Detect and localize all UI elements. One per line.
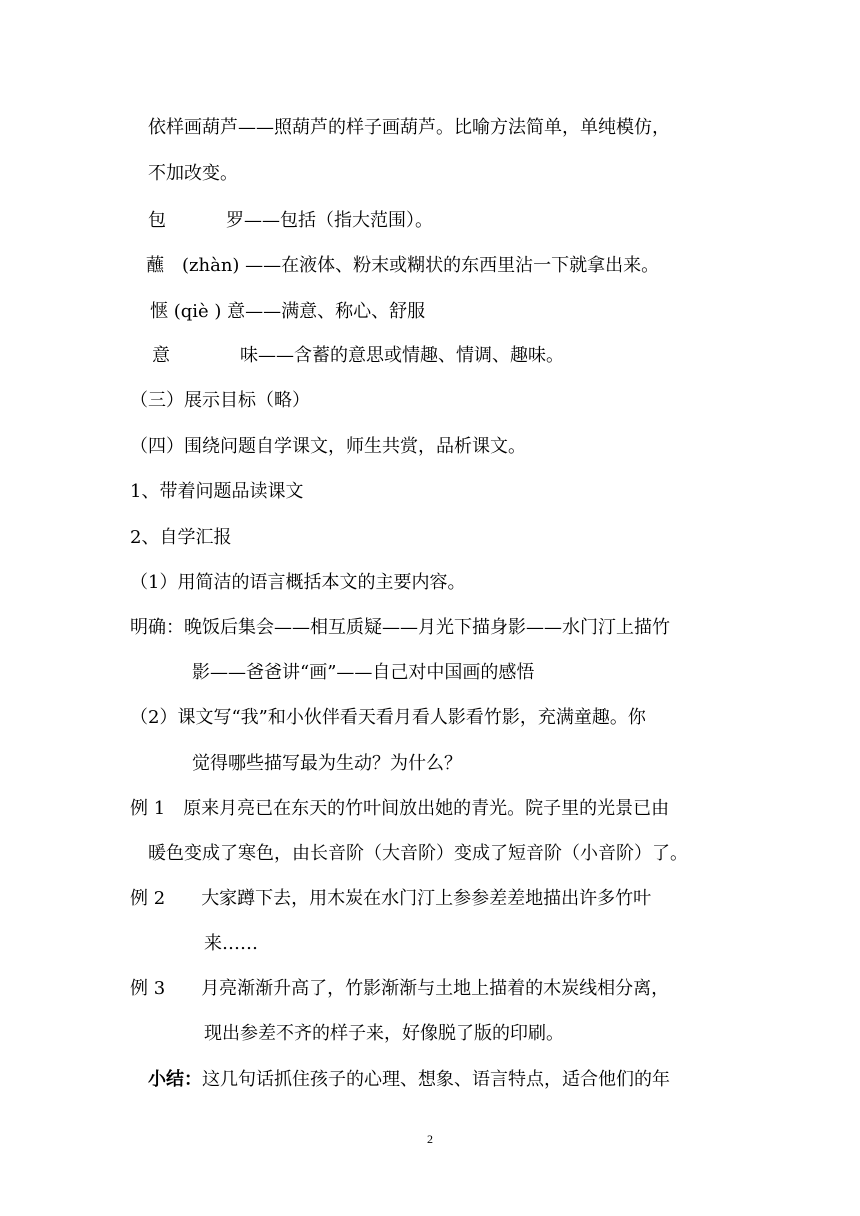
example-text: 月亮渐渐升高了，竹影渐渐与土地上描着的木炭线相分离， <box>201 978 670 999</box>
term-char: 意 <box>152 345 170 366</box>
example-line <box>130 977 669 1001</box>
term-char: 包 <box>148 210 166 231</box>
text-line: 现出参差不齐的样子来，好像脱了版的印刷。 <box>204 1023 564 1044</box>
summary-label: 小结： <box>148 1069 202 1090</box>
text-line: 蘸 (zhàn) ——在液体、粉末或糊状的东西里沾一下就拿出来。 <box>146 255 660 276</box>
text-line: 不加改变。 <box>148 163 238 184</box>
text-line: （1）用简洁的语言概括本文的主要内容。 <box>130 572 466 593</box>
text-line: （2）课文写“我”和小伙伴看天看月看人影看竹影，充满童趣。你 <box>130 707 646 728</box>
text-line: 影——爸爸讲“画”——自己对中国画的感悟 <box>192 662 535 683</box>
definition: 罗——包括（指大范围）。 <box>226 210 433 231</box>
example-label: 例 1 <box>130 798 166 819</box>
section-heading: （四）围绕问题自学课文，师生共赏，品析课文。 <box>130 436 526 457</box>
text-line: 明确：晚饭后集会——相互质疑——月光下描身影——水门汀上描竹 <box>130 617 670 638</box>
definition: 味——含蓄的意思或情趣、情调、趣味。 <box>240 345 564 366</box>
example-label: 例 3 <box>130 978 166 999</box>
text-line <box>152 344 564 368</box>
text-line: 暖色变成了寒色，由长音阶（大音阶）变成了短音阶（小音阶）了。 <box>148 843 688 864</box>
text-line: 依样画葫芦——照葫芦的样子画葫芦。比喻方法简单，单纯模仿， <box>148 117 670 138</box>
summary-text: 这几句话抓住孩子的心理、想象、语言特点，适合他们的年 <box>202 1069 670 1090</box>
text-line: 2、自学汇报 <box>130 527 232 548</box>
example-line <box>130 797 669 821</box>
example-line <box>130 887 651 911</box>
section-heading: （三）展示目标（略） <box>130 390 310 411</box>
example-label: 例 2 <box>130 888 166 909</box>
summary-line <box>148 1068 670 1092</box>
example-text: 原来月亮已在东天的竹叶间放出她的青光。院子里的光景已由 <box>183 798 670 819</box>
text-line: 觉得哪些描写最为生动？为什么？ <box>192 753 462 774</box>
example-text: 大家蹲下去，用木炭在水门汀上参参差差地描出许多竹叶 <box>201 888 652 909</box>
text-line: 来…… <box>204 933 258 954</box>
text-line <box>148 209 433 233</box>
text-line: 惬 (qiè ) 意——满意、称心、舒服 <box>150 301 426 322</box>
text-line: 1、带着问题品读课文 <box>130 481 304 502</box>
page-number: 2 <box>427 1132 433 1146</box>
